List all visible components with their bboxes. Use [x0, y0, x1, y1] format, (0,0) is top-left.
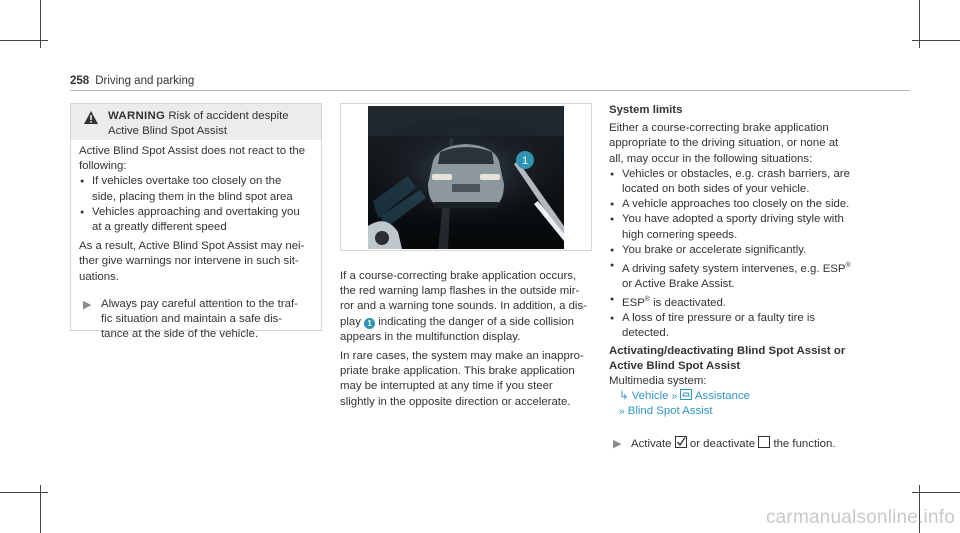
crop-mark — [912, 40, 960, 41]
text-line: A loss of tire pressure or a faulty tire is — [622, 312, 816, 325]
list-item — [609, 167, 909, 197]
text-line: As a result, Active Blind Spot Assist may nei- — [79, 240, 305, 253]
text-line: ESP — [622, 297, 645, 310]
text-line: appears in the multifunction display. — [340, 330, 521, 343]
section-title: Driving and parking — [95, 75, 195, 87]
figure-frame — [340, 103, 592, 251]
text-line: Active Blind Spot Assist does not react to the — [79, 145, 306, 157]
right-column — [609, 103, 909, 452]
menu-assistance[interactable]: Assistance — [694, 390, 750, 403]
crop-mark — [0, 492, 48, 493]
section-heading — [609, 344, 909, 374]
text-line: at a greatly different speed — [92, 221, 227, 234]
paragraph — [340, 269, 600, 345]
text-line: You brake or accelerate significantly. — [622, 243, 807, 256]
warning-title — [108, 109, 318, 139]
checkbox-checked-icon — [675, 436, 687, 448]
text-line: Always pay careful attention to the traf- — [101, 297, 298, 310]
list-item — [609, 243, 909, 258]
list-item — [609, 258, 909, 292]
list-item — [609, 292, 909, 311]
page-header — [70, 75, 194, 87]
text-line: slightly in the opposite direction or accelerate. — [340, 395, 571, 408]
instruction-step — [609, 436, 909, 452]
limits-bullet-list — [609, 167, 909, 342]
figure-marker: 1 — [521, 155, 529, 167]
text-line: Vehicles approaching and overtaking you — [92, 205, 300, 218]
text-line: or Active Brake Assist. — [622, 278, 735, 291]
action-arrow-icon: ▶ — [613, 437, 622, 450]
text-line: play — [340, 315, 361, 328]
text-line: Either a course-correcting brake application — [609, 122, 829, 135]
warning-instruction — [79, 297, 313, 343]
watermark: carmanualsonline.info — [765, 507, 955, 528]
action-arrow-icon: ▶ — [83, 298, 92, 311]
text-line: A vehicle approaches too closely on the side. — [622, 198, 850, 211]
text-line: priate brake application. This brake application — [340, 365, 575, 378]
text-line: A driving safety system intervenes, e.g. ESP — [622, 262, 846, 275]
warning-title-line: Risk of accident despite — [168, 110, 289, 122]
paragraph — [340, 349, 600, 410]
middle-column — [340, 269, 600, 410]
list-item — [609, 311, 909, 341]
text-line: the red warning lamp flashes in the outside mir- — [340, 285, 580, 298]
car-rear-view-illustration — [368, 106, 564, 249]
text-line: tance at the side of the vehicle. — [101, 328, 259, 341]
text-line: In rare cases, the system may make an inappro- — [340, 350, 584, 363]
list-item — [609, 212, 909, 242]
menu-path — [609, 389, 909, 404]
list-item — [79, 205, 313, 235]
warning-bullet-list — [79, 174, 313, 235]
crop-mark — [0, 40, 48, 41]
text-line: If a course-correcting brake application occurs, — [340, 270, 577, 282]
crop-mark — [912, 492, 960, 493]
display-marker-badge: 1 — [364, 318, 375, 329]
text-line: uations. — [79, 270, 119, 283]
paragraph — [609, 121, 909, 167]
warning-title-line: Active Blind Spot Assist — [108, 125, 228, 137]
text-line: may be interrupted at any time if you steer — [340, 380, 553, 393]
text-line: or deactivate — [689, 437, 756, 450]
next-chevron-icon: » — [671, 391, 678, 403]
warning-body — [71, 140, 321, 342]
warning-result — [79, 239, 313, 285]
page-number: 258 — [70, 75, 90, 87]
multimedia-label: Multimedia system: — [609, 375, 707, 388]
text-line: is deactivated. — [649, 297, 726, 310]
registered-mark: ® — [644, 296, 650, 304]
text-line: all, may occur in the following situations: — [609, 152, 813, 165]
warning-box — [70, 103, 322, 341]
text-line: Vehicles or obstacles, e.g. crash barriers, are — [622, 167, 850, 180]
next-chevron-icon: » — [619, 406, 625, 418]
header-rule — [70, 90, 910, 91]
text-line: fic situation and maintain a safe dis- — [101, 313, 283, 326]
text-line: If vehicles overtake too closely on the — [92, 175, 282, 188]
text-line: appropriate to the driving situation, or none at — [609, 137, 839, 150]
text-line: the function. — [773, 437, 836, 450]
text-line: located on both sides of your vehicle. — [622, 183, 810, 196]
menu-path — [609, 404, 909, 419]
warning-label: WARNING — [108, 110, 166, 122]
warning-intro — [79, 144, 313, 174]
text-line: following: — [79, 160, 127, 173]
text-line: side, placing them in the blind spot area — [92, 190, 293, 203]
text-line: ror and a warning tone sounds. In addition, a dis- — [340, 300, 587, 313]
menu-blind-spot-assist[interactable]: Blind Spot Assist — [627, 405, 713, 418]
checkbox-empty-icon — [758, 436, 770, 448]
path-arrow-icon: ↳ — [619, 390, 629, 403]
text-line: Activate — [631, 437, 672, 450]
text-line: ther give warnings nor intervene in such sit- — [79, 255, 299, 268]
text-line: You have adopted a sporty driving style with — [622, 213, 844, 226]
text-line: Active Blind Spot Assist — [609, 359, 741, 372]
menu-vehicle[interactable]: Vehicle — [631, 390, 669, 403]
list-item — [79, 174, 313, 204]
section-heading: System limits — [609, 104, 683, 116]
warning-triangle-icon — [84, 111, 98, 124]
text-line: Activating/deactivating Blind Spot Assist or — [609, 344, 846, 357]
text-line: indicating the danger of a side collision — [378, 315, 574, 328]
registered-mark: ® — [845, 262, 851, 270]
assistance-car-icon — [680, 389, 692, 400]
text-line: detected. — [622, 327, 669, 340]
warning-header — [71, 104, 321, 140]
text-line: high cornering speeds. — [622, 228, 738, 241]
list-item — [609, 197, 909, 212]
blind-spot-illustration — [368, 106, 564, 249]
